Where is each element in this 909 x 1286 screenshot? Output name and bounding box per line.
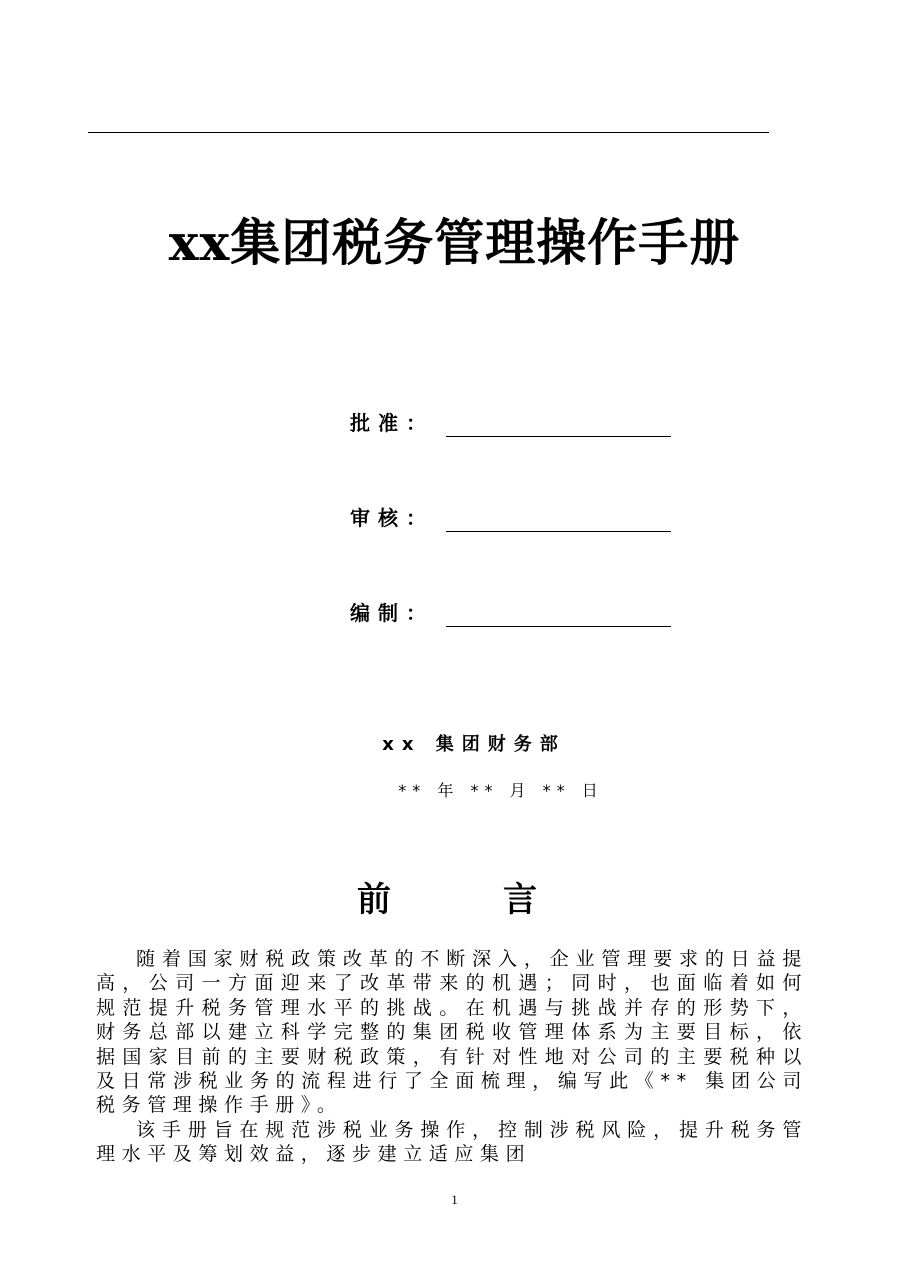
compile-label: 编制：: [350, 601, 434, 625]
preface-paragraph: 随着国家财税政策改革的不断深入，企业管理要求的日益提高，公司一方面迎来了改革带来的机遇；同时，也面临着如何规范提升税务管理水平的挑战。在机遇与挑战并存的形势下，财务总部以建立科学完整的集团税收管理体系为主要目标，依据国家目前的主要财税政策，有针对性地对公司的主要税种以及日常涉税业务的流程进行了全面梳理，编写此《** 集团公司税务管理操作手册》。: [96, 948, 808, 1117]
preface-body: [96, 947, 808, 1167]
review-label: 审核：: [350, 506, 434, 530]
department-name: xx 集团财务部: [382, 734, 566, 755]
document-title: xx集团税务管理操作手册: [168, 213, 741, 272]
preface-paragraph: 该手册旨在规范涉税业务操作，控制涉税风险，提升税务管理水平及筹划效益，逐步建立适应集团: [96, 1118, 808, 1166]
preface-heading: [357, 876, 537, 924]
approval-row: [350, 408, 680, 438]
compile-signature-line: [446, 626, 671, 627]
page-number: 1: [451, 1192, 458, 1207]
document-date: ** 年 ** 月 ** 日: [398, 781, 604, 800]
header-rule: [88, 132, 769, 133]
preface-heading-char: 言: [503, 880, 537, 920]
review-signature-line: [446, 531, 671, 532]
preface-heading-char: 前: [357, 880, 391, 920]
review-row: [350, 503, 680, 533]
approval-label: 批准：: [350, 411, 434, 435]
compile-row: [350, 598, 680, 628]
approval-signature-line: [446, 436, 671, 437]
